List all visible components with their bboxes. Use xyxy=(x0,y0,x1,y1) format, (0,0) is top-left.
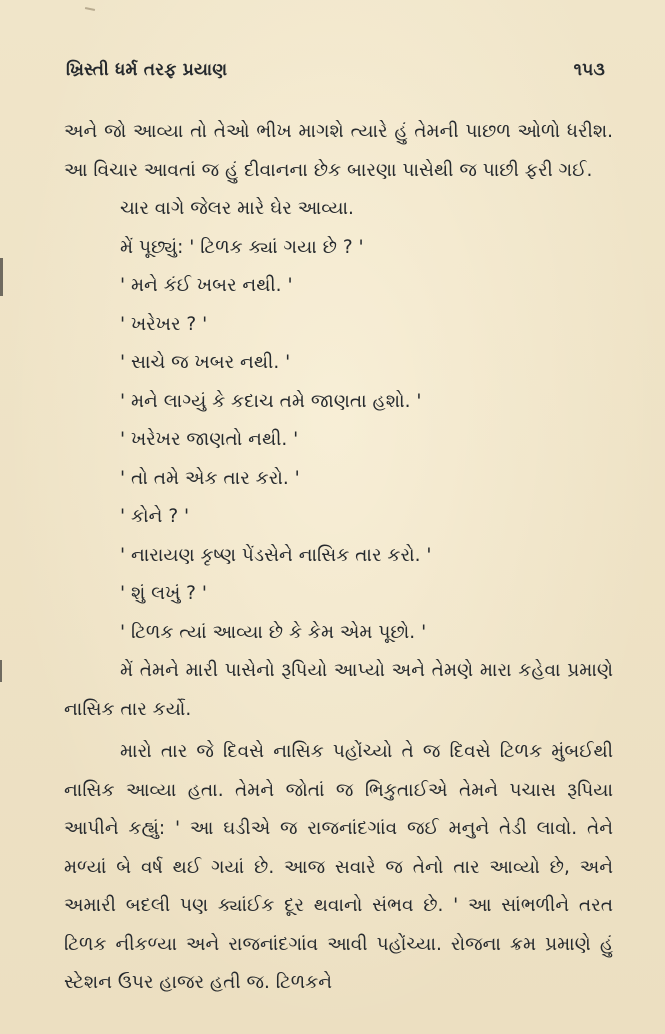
dialogue-line: ચાર વાગે જેલર મારે ઘેર આવ્યા. xyxy=(120,198,354,219)
body-text xyxy=(64,113,613,1003)
dialogue-line: ' ખરેખર ? ' xyxy=(120,313,208,335)
dialogue-line: ' મને કંઈ ખબર નથી. ' xyxy=(120,275,293,296)
dialogue-line: ' સાચે જ ખબર નથી. ' xyxy=(120,352,291,373)
dialogue-line: ' મને લાગ્યું કે કદાચ તમે જાણતા હશો. ' xyxy=(120,390,422,412)
opening-paragraph: અને જો આવ્યા તો તેઓ ભીખ માગશે ત્યારે હું તેમની પાછળ ઓળો ધરીશ. આ વિચાર આવતાં જ હું દીવાનના છેક બારણા પાસેથી જ પાછી ફરી ગઈ. xyxy=(64,121,613,181)
paper-speck xyxy=(85,7,95,11)
dialogue-line: મેં પૂછ્યું: ' ટિળક ક્યાં ગયા છે ? ' xyxy=(120,236,364,258)
dialogue-line: ' તો તમે એક તાર કરો. ' xyxy=(120,467,300,489)
dialogue-line: ' કોને ? ' xyxy=(120,506,190,527)
paragraph: મેં તેમને મારી પાસેનો રૂપિયો આપ્યો અને તેમણે મારા કહેવા પ્રમાણે નાસિક તાર કર્યો. xyxy=(64,660,613,720)
paragraph: મારો તાર જે દિવસે નાસિક પહોંચ્યો તે જ દિવસે ટિળક મુંબઈથી નાસિક આવ્યા હતા. તેમને જોતાં જ ભિકુતાઈએ તેમને પચાસ રૂપિયા આપીને કહ્યું: ' આ ઘડીએ જ રાજનાંદગાંવ જઈ મનુને તેડી લાવો. તેને મળ્યાં બે વર્ષ થઈ ગયાં છે. આજ સવારે જ તેનો તાર આવ્યો છે, અને અમારી બદલી પણ ક્યાંઈક દૂર થવાનો સંભવ છે. ' આ સાંભળીને તરત ટિળક નીકળ્યા અને રાજનાંદગાંવ આવી પહોંચ્યા. રોજના ક્રમ પ્રમાણે હું સ્ટેશન ઉપર હાજર હતી જ. ટિળકને xyxy=(64,741,613,993)
running-title: ખ્રિસ્તી ધર્મ તરફ પ્રયાણ xyxy=(66,60,228,80)
page-number: ૧૫૩ xyxy=(573,60,605,80)
page-header xyxy=(66,60,605,86)
dialogue-line: ' ટિળક ત્યાં આવ્યા છે કે કેમ એમ પૂછો. ' xyxy=(120,621,427,643)
binding-edge-mark xyxy=(0,660,2,682)
dialogue-line: ' ખરેખર જાણતો નથી. ' xyxy=(120,429,299,450)
dialogue-line: ' નારાયણ કૃષ્ણ પેંડસેને નાસિક તાર કરો. ' xyxy=(120,544,432,566)
dialogue-line: ' શું લખું ? ' xyxy=(120,583,207,604)
binding-edge-mark xyxy=(0,258,3,296)
